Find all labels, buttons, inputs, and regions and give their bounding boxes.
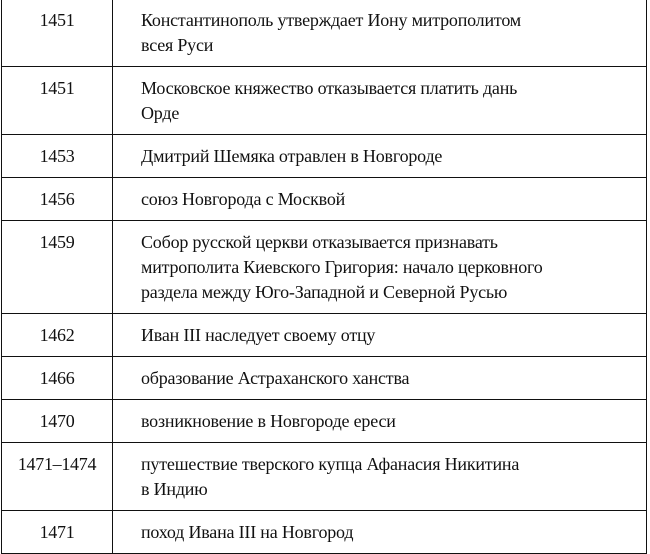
year-cell: 1470 <box>2 400 113 443</box>
table-row <box>2 0 647 67</box>
year-cell: 1451 <box>2 67 113 135</box>
event-cell <box>113 67 647 135</box>
table-row <box>2 135 647 178</box>
event-text-line: Дмитрий Шемяка отравлен в Новгороде <box>141 146 443 166</box>
event-cell <box>113 178 647 221</box>
table-row <box>2 443 647 511</box>
event-text-line: путешествие тверского купца Афанасия Никитина <box>141 454 520 474</box>
year-cell: 1462 <box>2 314 113 357</box>
event-text-line: в Индию <box>141 479 208 499</box>
table-row <box>2 314 647 357</box>
event-cell <box>113 511 647 554</box>
event-text-line: Константинополь утверждает Иону митрополитом <box>141 10 521 30</box>
event-text-line: Иван III наследует своему отцу <box>141 325 376 345</box>
year-cell: 1459 <box>2 221 113 314</box>
event-cell <box>113 357 647 400</box>
event-text-line: митрополита Киевского Григория: начало церковного <box>141 257 543 277</box>
event-text-line: всея Руси <box>141 35 214 55</box>
event-cell <box>113 135 647 178</box>
year-cell: 1471–1474 <box>2 443 113 511</box>
table-row <box>2 357 647 400</box>
event-text-line: поход Ивана III на Новгород <box>141 522 354 542</box>
event-text-line: Собор русской церкви отказывается признавать <box>141 232 498 252</box>
table-row <box>2 178 647 221</box>
chronology-table <box>1 0 647 554</box>
year-cell: 1456 <box>2 178 113 221</box>
event-cell <box>113 400 647 443</box>
event-text-line: союз Новгорода с Москвой <box>141 189 346 209</box>
event-cell <box>113 0 647 67</box>
event-text-line: раздела между Юго-Западной и Северной Русью <box>141 282 508 302</box>
event-cell <box>113 314 647 357</box>
year-cell: 1453 <box>2 135 113 178</box>
table-row <box>2 400 647 443</box>
event-text-line: возникновение в Новгороде ереси <box>141 411 396 431</box>
event-cell <box>113 443 647 511</box>
year-cell: 1471 <box>2 511 113 554</box>
event-text-line: Московское княжество отказывается платить дань <box>141 78 518 98</box>
event-text-line: Орде <box>141 103 180 123</box>
table-row <box>2 221 647 314</box>
year-cell: 1466 <box>2 357 113 400</box>
table-row <box>2 511 647 554</box>
event-text-line: образование Астраханского ханства <box>141 368 410 388</box>
event-cell <box>113 221 647 314</box>
table-row <box>2 67 647 135</box>
year-cell: 1451 <box>2 0 113 67</box>
